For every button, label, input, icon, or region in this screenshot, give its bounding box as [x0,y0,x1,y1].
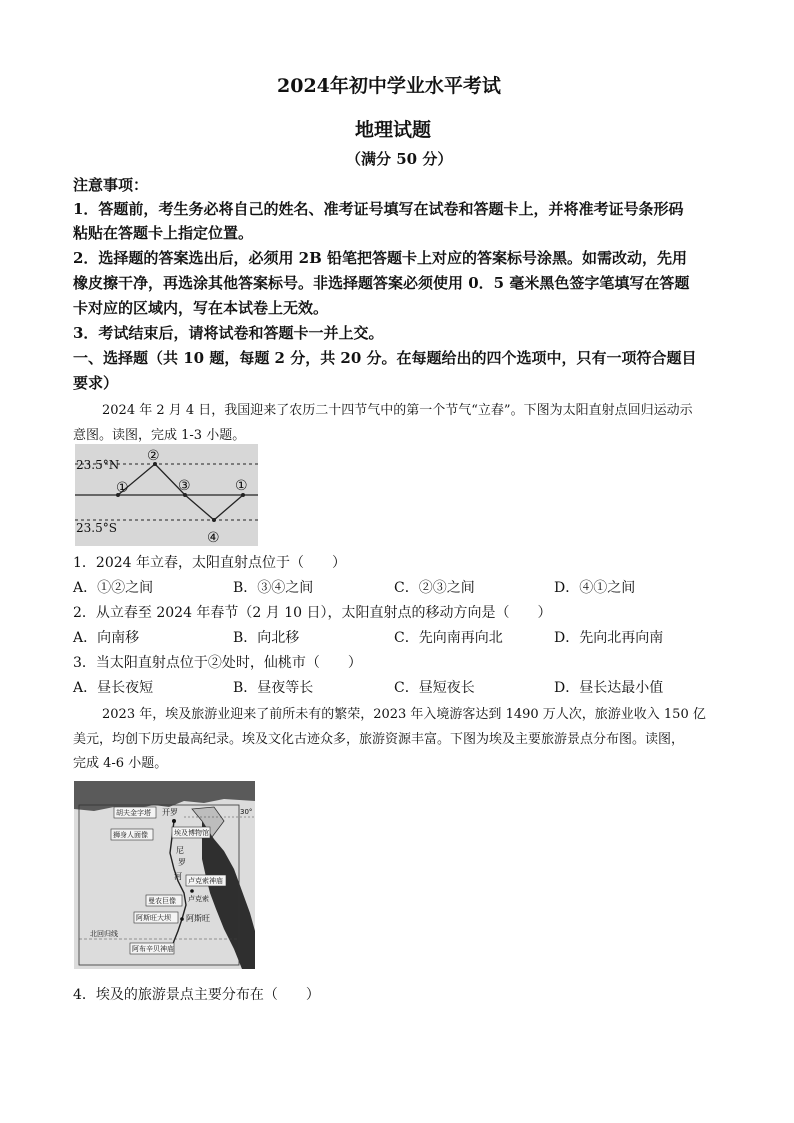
q3-stem: 3．当太阳直射点位于②处时，仙桃市（ ） [73,655,362,671]
notice-item2-line1: 2．选择题的答案选出后，必须用 2B 铅笔把答题卡上对应的答案标号涂黑。如需改动，先用 [73,249,688,267]
red-sea [202,821,255,969]
notice-item2-line3: 卡对应的区域内，写在本试卷上无效。 [73,299,329,317]
notice-item3: 3．考试结束后，请将试卷和答题卡一并上交。 [73,324,384,342]
passage2-line1: 2023 年，埃及旅游业迎来了前所未有的繁荣，2023 年入境游客达到 1490 万人次，旅游业收入 150 亿 [102,707,706,722]
passage2-line2: 美元，均创下历史最高纪录。埃及文化古迹众多，旅游资源丰富。下图为埃及主要旅游景点分布图。读图， [73,732,685,747]
notice-item2-line2: 橡皮擦干净，再选涂其他答案标号。非选择题答案必须使用 0．5 毫米黑色签字笔填写在答题 [73,274,690,292]
mediterranean-sea [74,781,255,811]
q2-stem: 2．从立春至 2024 年春节（2 月 10 日），太阳直射点的移动方向是（ ） [73,605,552,621]
point-1-label: ① [116,480,129,496]
score-note: （满分 50 分） [346,150,453,168]
q3-option-b[interactable]: B．昼夜等长 [233,680,314,696]
solar-migration-figure [75,444,258,546]
q1-option-c[interactable]: C．②③之间 [394,580,475,596]
label-luxor-temple: 卢克索神庙 [188,877,223,885]
q1-option-a[interactable]: A．①②之间 [73,580,154,596]
section1-heading-line1: 一、选择题（共 10 题，每题 2 分，共 20 分。在每题给出的四个选项中，只有一项符合题目 [73,349,697,367]
point-4-label: ④ [207,530,220,546]
nile-river [170,821,186,953]
point-1b-label: ① [235,478,248,494]
label-luxor: 卢克索 [188,895,209,903]
label-lat30: 30° [240,808,253,816]
q2-option-c[interactable]: C．先向南再向北 [394,630,503,646]
solar-migration-diagram [75,444,258,546]
label-nile-3: 河 [174,872,182,881]
q3-option-c[interactable]: C．昼短夜长 [394,680,475,696]
subject-title: 地理试题 [355,119,432,141]
q3-option-a[interactable]: A．昼长夜短 [73,680,154,696]
passage1-line1: 2024 年 2 月 4 日，我国迎来了农历二十四节气中的第一个节气“立春”。下图为太阳直射点回归运动示 [102,403,693,418]
notice-item1-line1: 1．答题前，考生务必将自己的姓名、准考证号填写在试卷和答题卡上，并将准考证号条形码 [73,200,684,218]
label-aswan: 阿斯旺 [186,914,210,923]
label-pyramid: 胡夫金字塔 [116,809,151,817]
notice-heading: 注意事项： [73,176,149,194]
q3-option-d[interactable]: D．昼长达最小值 [554,680,664,696]
q2-option-b[interactable]: B．向北移 [233,630,300,646]
section1-heading-line2: 要求） [73,374,119,392]
q1-option-b[interactable]: B．③④之间 [233,580,314,596]
q1-option-d[interactable]: D．④①之间 [554,580,636,596]
lat-north-label: 23.5°N [76,458,120,472]
exam-title: 2024年初中学业水平考试 [277,75,501,97]
q2-option-a[interactable]: A．向南移 [73,630,140,646]
lat-south-label: 23.5°S [76,521,117,535]
q1-stem: 1．2024 年立春，太阳直射点位于（ ） [73,555,346,571]
label-museum: 埃及博物馆 [174,829,209,837]
passage1-line2: 意图。读图，完成 1-3 小题。 [73,428,246,443]
label-dam: 阿斯旺大坝 [136,914,171,922]
label-memnon: 曼农巨像 [148,897,176,905]
label-tropic: 北回归线 [90,930,118,938]
point-2-label: ② [147,448,160,464]
egypt-map [74,781,255,969]
label-sphinx: 狮身人面像 [113,831,148,839]
point-3-label: ③ [178,478,191,494]
q4-stem: 4．埃及的旅游景点主要分布在（ ） [73,987,320,1003]
label-abu-simbel: 阿布辛贝神庙 [132,945,174,953]
passage2-line3: 完成 4-6 小题。 [73,756,168,771]
label-nile-1: 尼 [176,846,184,855]
egypt-map-figure [74,781,255,969]
q2-option-d[interactable]: D．先向北再向南 [554,630,664,646]
label-cairo: 开罗 [162,808,178,817]
label-nile-2: 罗 [178,858,186,867]
notice-item1-line2: 粘贴在答题卡上指定位置。 [73,224,254,242]
